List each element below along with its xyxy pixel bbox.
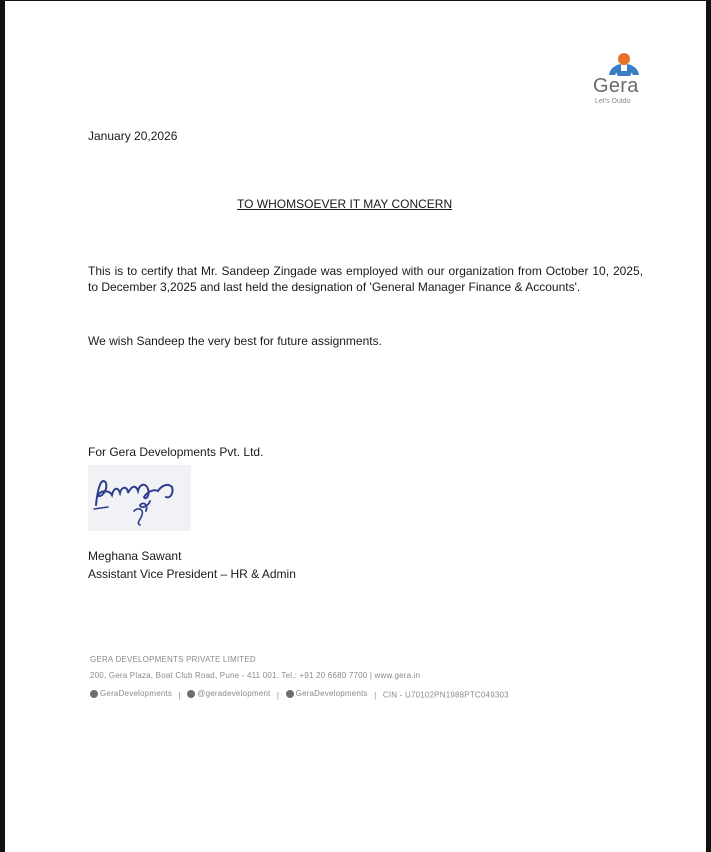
facebook-handle: GeraDevelopments (100, 689, 173, 698)
letter-heading: TO WHOMSOEVER IT MAY CONCERN (237, 197, 453, 211)
wishes-paragraph: We wish Sandeep the very best for future assignments. (88, 334, 382, 348)
signer-name: Meghana Sawant (88, 549, 182, 563)
footer-instagram (286, 689, 368, 698)
footer-facebook (90, 689, 172, 698)
instagram-handle: GeraDevelopments (295, 689, 368, 698)
certification-paragraph: This is to certify that Mr. Sandeep Zingade was employed with our organization from October 10, 2025, to December 3,2025 and last held the designation of 'General Manager Finance & Accounts'. (88, 264, 643, 294)
logo-tagline: Let's Outdo (595, 98, 631, 105)
logo-wordmark: Gera (593, 75, 639, 97)
footer-separator: | (276, 690, 280, 700)
footer-address: 200, Gera Plaza, Boat Club Road, Pune - 411 001. Tel.: +91 20 6680 7700 | www.gera.in (90, 671, 421, 680)
footer-separator: | (178, 690, 181, 700)
signer-title: Assistant Vice President – HR & Admin (88, 567, 296, 581)
footer-company-name: GERA DEVELOPMENTS PRIVATE LIMITED (90, 655, 256, 664)
sign-off-line: For Gera Developments Pvt. Ltd. (88, 445, 264, 459)
footer-twitter (187, 689, 270, 698)
facebook-icon (90, 690, 98, 698)
twitter-icon (187, 690, 195, 698)
footer-cin: CIN - U70102PN1988PTC049303 (382, 690, 509, 700)
signature-image (88, 465, 191, 531)
gera-logo (591, 51, 657, 111)
footer-social-row (90, 689, 509, 700)
footer-separator: | (374, 690, 377, 700)
instagram-icon (286, 690, 294, 698)
letter-date: January 20,2026 (88, 129, 178, 143)
twitter-handle: @geradevelopment (197, 689, 271, 698)
handwritten-signature (88, 465, 191, 531)
